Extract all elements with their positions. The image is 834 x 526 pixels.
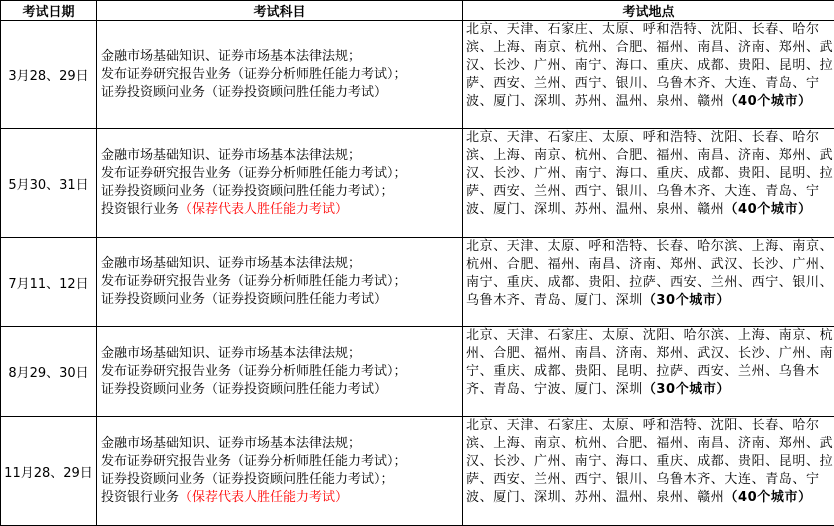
table-row — [1, 327, 834, 417]
exam-locations — [463, 129, 834, 238]
subject-line: 发布证券研究报告业务（证券分析师胜任能力考试）； — [101, 273, 462, 291]
city-count: （30个城市） — [643, 382, 730, 397]
table-row — [1, 21, 834, 129]
exam-subjects — [97, 327, 463, 417]
exam-subjects — [97, 417, 463, 526]
header-exam-date: 考试日期 — [1, 1, 97, 21]
city-count: （40个城市） — [724, 490, 811, 505]
subject-line: 证券投资顾问业务（证券投资顾问胜任能力考试）； — [101, 471, 462, 489]
subject-line: 金融市场基础知识、证券市场基本法律法规； — [101, 435, 462, 453]
subject-line: 证券投资顾问业务（证券投资顾问胜任能力考试）； — [101, 183, 462, 201]
subject-line-investment-banking — [101, 489, 462, 507]
table-row — [1, 417, 834, 526]
subject-line: 证券投资顾问业务（证券投资顾问胜任能力考试） — [101, 84, 462, 102]
sponsor-rep-exam-highlight: （保荐代表人胜任能力考试） — [179, 490, 348, 505]
table-row — [1, 238, 834, 327]
header-exam-subjects: 考试科目 — [97, 1, 463, 21]
exam-subjects — [97, 238, 463, 327]
subject-line: 证券投资顾问业务（证券投资顾问胜任能力考试） — [101, 381, 462, 399]
exam-date: 8月29、30日 — [1, 327, 97, 417]
subject-line: 发布证券研究报告业务（证券分析师胜任能力考试）； — [101, 363, 462, 381]
subject-line: 金融市场基础知识、证券市场基本法律法规； — [101, 147, 462, 165]
header-exam-locations: 考试地点 — [463, 1, 834, 21]
exam-subjects — [97, 21, 463, 129]
city-list: 北京、天津、石家庄、太原、沈阳、哈尔滨、上海、南京、杭州、合肥、福州、南昌、济南、郑州、武汉、长沙、广州、南宁、重庆、成都、贵阳、昆明、拉萨、西安、兰州、乌鲁木齐、青岛、宁波、厦门、深圳 — [466, 328, 833, 397]
city-list: 北京、天津、石家庄、太原、呼和浩特、沈阳、长春、哈尔滨、上海、南京、杭州、合肥、福州、南昌、济南、郑州、武汉、长沙、广州、南宁、海口、重庆、成都、贵阳、昆明、拉萨、西安、兰州、西宁、银川、乌鲁木齐、大连、青岛、宁波、厦门、深圳、苏州、温州、泉州、赣州 — [466, 418, 833, 505]
exam-locations — [463, 238, 834, 327]
table-row — [1, 129, 834, 238]
exam-subjects — [97, 129, 463, 238]
subject-prefix: 投资银行业务 — [101, 490, 179, 505]
city-count: （40个城市） — [724, 94, 811, 109]
exam-date: 7月11、12日 — [1, 238, 97, 327]
city-count: （30个城市） — [643, 293, 730, 308]
city-count: （40个城市） — [724, 202, 811, 217]
subject-line: 证券投资顾问业务（证券投资顾问胜任能力考试） — [101, 291, 462, 309]
city-list: 北京、天津、石家庄、太原、呼和浩特、沈阳、长春、哈尔滨、上海、南京、杭州、合肥、福州、南昌、济南、郑州、武汉、长沙、广州、南宁、海口、重庆、成都、贵阳、昆明、拉萨、西安、兰州、西宁、银川、乌鲁木齐、大连、青岛、宁波、厦门、深圳、苏州、温州、泉州、赣州 — [466, 22, 833, 109]
exam-locations — [463, 417, 834, 526]
subject-line: 金融市场基础知识、证券市场基本法律法规； — [101, 48, 462, 66]
exam-date: 11月28、29日 — [1, 417, 97, 526]
subject-line: 金融市场基础知识、证券市场基本法律法规； — [101, 255, 462, 273]
exam-locations — [463, 21, 834, 129]
exam-locations — [463, 327, 834, 417]
subject-line: 发布证券研究报告业务（证券分析师胜任能力考试）； — [101, 453, 462, 471]
exam-date: 5月30、31日 — [1, 129, 97, 238]
subject-line: 发布证券研究报告业务（证券分析师胜任能力考试）； — [101, 165, 462, 183]
exam-date: 3月28、29日 — [1, 21, 97, 129]
city-list: 北京、天津、石家庄、太原、呼和浩特、沈阳、长春、哈尔滨、上海、南京、杭州、合肥、福州、南昌、济南、郑州、武汉、长沙、广州、南宁、海口、重庆、成都、贵阳、昆明、拉萨、西安、兰州、西宁、银川、乌鲁木齐、大连、青岛、宁波、厦门、深圳、苏州、温州、泉州、赣州 — [466, 130, 833, 217]
subject-line: 发布证券研究报告业务（证券分析师胜任能力考试）； — [101, 66, 462, 84]
sponsor-rep-exam-highlight: （保荐代表人胜任能力考试） — [179, 202, 348, 217]
subject-prefix: 投资银行业务 — [101, 202, 179, 217]
header-row — [1, 1, 834, 21]
subject-line-investment-banking — [101, 201, 462, 219]
subject-line: 金融市场基础知识、证券市场基本法律法规； — [101, 345, 462, 363]
city-list: 北京、天津、太原、呼和浩特、长春、哈尔滨、上海、南京、杭州、合肥、福州、南昌、济南、郑州、武汉、长沙、广州、南宁、重庆、成都、贵阳、拉萨、西安、兰州、西宁、银川、乌鲁木齐、青岛、厦门、深圳 — [466, 239, 833, 308]
